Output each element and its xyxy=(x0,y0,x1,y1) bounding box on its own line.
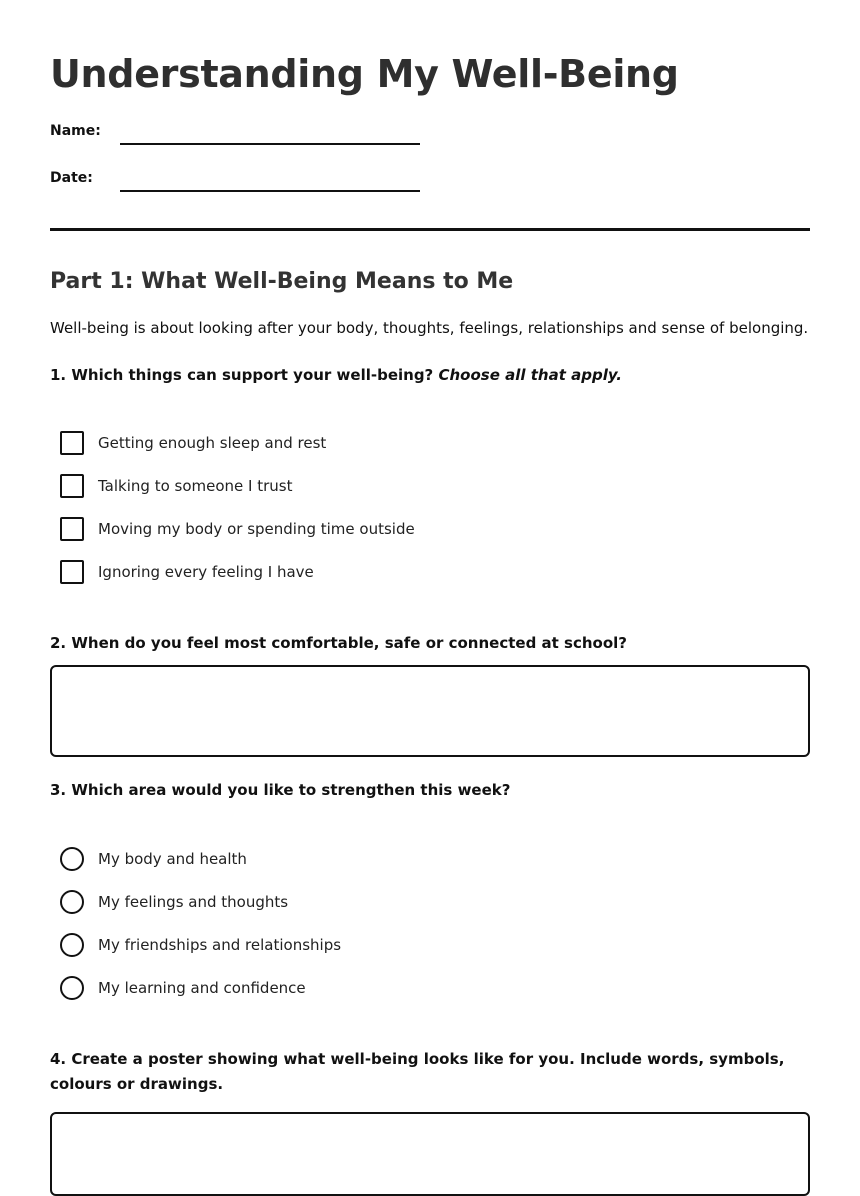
question-2: 2. When do you feel most comfortable, safe or connected at school? xyxy=(50,634,628,652)
option-label: Talking to someone I trust xyxy=(98,477,293,495)
radio-button[interactable] xyxy=(60,847,84,871)
option-label: Ignoring every feeling I have xyxy=(98,563,314,581)
question-3-option-3[interactable] xyxy=(60,933,760,957)
date-field[interactable] xyxy=(120,190,420,192)
section-divider xyxy=(50,228,810,231)
option-label: My learning and confidence xyxy=(98,979,306,997)
question-4-answer-box[interactable] xyxy=(50,1112,810,1196)
worksheet-title: Understanding My Well-Being xyxy=(50,52,679,96)
part-1-intro: Well-being is about looking after your body, thoughts, feelings, relationships and sense of belonging. xyxy=(50,319,809,337)
name-field[interactable] xyxy=(120,143,420,145)
checkbox[interactable] xyxy=(60,560,84,584)
question-1-option-1[interactable] xyxy=(60,431,760,455)
checkbox[interactable] xyxy=(60,431,84,455)
question-1-text: 1. Which things can support your well-being? xyxy=(50,366,439,384)
question-1-option-2[interactable] xyxy=(60,474,760,498)
checkbox[interactable] xyxy=(60,517,84,541)
option-label: My friendships and relationships xyxy=(98,936,342,954)
question-3-option-2[interactable] xyxy=(60,890,760,914)
question-3-option-1[interactable] xyxy=(60,847,760,871)
question-3: 3. Which area would you like to strengthen this week? xyxy=(50,781,511,799)
question-1-option-4[interactable] xyxy=(60,560,760,584)
part-1-heading: Part 1: What Well-Being Means to Me xyxy=(50,269,514,294)
name-label: Name: xyxy=(50,123,101,139)
question-1-option-3[interactable] xyxy=(60,517,760,541)
name-field-row xyxy=(50,122,470,152)
radio-button[interactable] xyxy=(60,976,84,1000)
question-1 xyxy=(50,363,810,388)
date-label: Date: xyxy=(50,170,93,186)
radio-button[interactable] xyxy=(60,933,84,957)
checkbox[interactable] xyxy=(60,474,84,498)
date-field-row xyxy=(50,169,470,199)
option-label: My body and health xyxy=(98,850,247,868)
question-4: 4. Create a poster showing what well-being looks like for you. Include words, symbols, colours or drawings. xyxy=(50,1050,785,1093)
option-label: Moving my body or spending time outside xyxy=(98,520,415,538)
question-2-answer-box[interactable] xyxy=(50,665,810,757)
radio-button[interactable] xyxy=(60,890,84,914)
option-label: My feelings and thoughts xyxy=(98,893,289,911)
question-3-option-4[interactable] xyxy=(60,976,760,1000)
question-1-instruction: Choose all that apply. xyxy=(438,366,622,384)
option-label: Getting enough sleep and rest xyxy=(98,434,327,452)
